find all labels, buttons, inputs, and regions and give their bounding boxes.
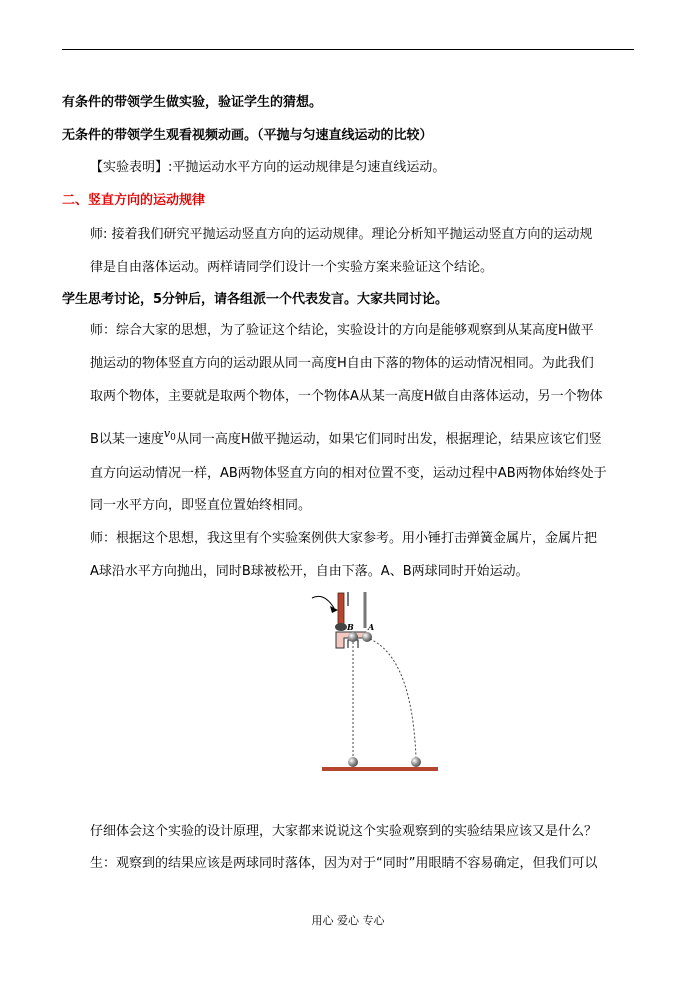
- paragraph-line: 直方向运动情况一样，AB两物体竖直方向的相对位置不变，运动过程中AB两物体始终处于: [90, 466, 607, 481]
- paragraph-line: 同一水平方向，即竖直位置始终相同。: [90, 498, 312, 513]
- section-heading: 二、竖直方向的运动规律: [62, 193, 206, 208]
- hammer-arrow: [312, 596, 334, 608]
- label-a: A: [368, 622, 375, 632]
- paragraph-line: 【实验表明】:平抛运动水平方向的运动规律是匀速直线运动。: [90, 160, 446, 175]
- experiment-diagram: [300, 588, 460, 778]
- hammer-head: [335, 623, 347, 631]
- ball-a: [362, 632, 372, 642]
- paragraph-line: 生：观察到的结果应该是两球同时落体，因为对于“同时”用眼睛不容易确定，但我们可以: [90, 856, 598, 871]
- page-footer: 用心 爱心 专心: [311, 914, 385, 927]
- hammer: [338, 593, 344, 625]
- paragraph-line: [90, 427, 602, 454]
- paragraph-line: 抛运动的物体竖直方向的运动跟从同一高度H自由下落的物体的运动情况相同。为此我们: [90, 356, 594, 371]
- ball-b-landed: [348, 757, 358, 767]
- paragraph-line: 有条件的带领学生做实验，验证学生的猜想。: [62, 95, 323, 110]
- paragraph-line: 师：综合大家的思想，为了验证这个结论，实验设计的方向是能够观察到从某高度H做平: [90, 323, 594, 338]
- v0-symbol: v0: [163, 427, 176, 444]
- paragraph-line: 仔细体会这个实验的设计原理，大家都来说说这个实验观察到的实验结果应该又是什么？: [90, 824, 598, 839]
- paragraph-line: 师：根据这个思想，我这里有个实验案例供大家参考。用小锤打击弹簧金属片，金属片把: [90, 531, 598, 546]
- paragraph-line: 取两个物体，主要就是取两个物体，一个物体A从某一高度H做自由落体运动，另一个物体: [90, 389, 603, 404]
- paragraph-line: 无条件的带领学生观看视频动画。（平抛与匀速直线运动的比较）: [62, 128, 433, 143]
- ball-b: [348, 632, 358, 642]
- paragraph-line: 师: 接着我们研究平抛运动竖直方向的运动规律。理论分析知平抛运动竖直方向的运动规: [90, 227, 593, 242]
- paragraph-segment: B以某一速度: [90, 432, 164, 447]
- hammer-arrowhead: [330, 606, 338, 613]
- header-rule: [62, 49, 634, 50]
- parabolic-path: [370, 639, 416, 758]
- experiment-figure: [300, 588, 460, 778]
- paragraph-segment: 从同一高度H做平抛运动，如果它们同时出发，根据理论，结果应该它们竖: [175, 432, 602, 447]
- ball-a-landed: [411, 757, 421, 767]
- paragraph-line: 律是自由落体运动。两样请同学们设计一个实验方案来验证这个结论。: [90, 260, 494, 275]
- label-b: B: [347, 622, 354, 632]
- paragraph-line: 学生思考讨论，5分钟后，请各组派一个代表发言。大家共同讨论。: [62, 292, 449, 307]
- paragraph-line: A球沿水平方向抛出，同时B球被松开，自由下落。A、B两球同时开始运动。: [90, 564, 529, 579]
- ground: [322, 767, 438, 771]
